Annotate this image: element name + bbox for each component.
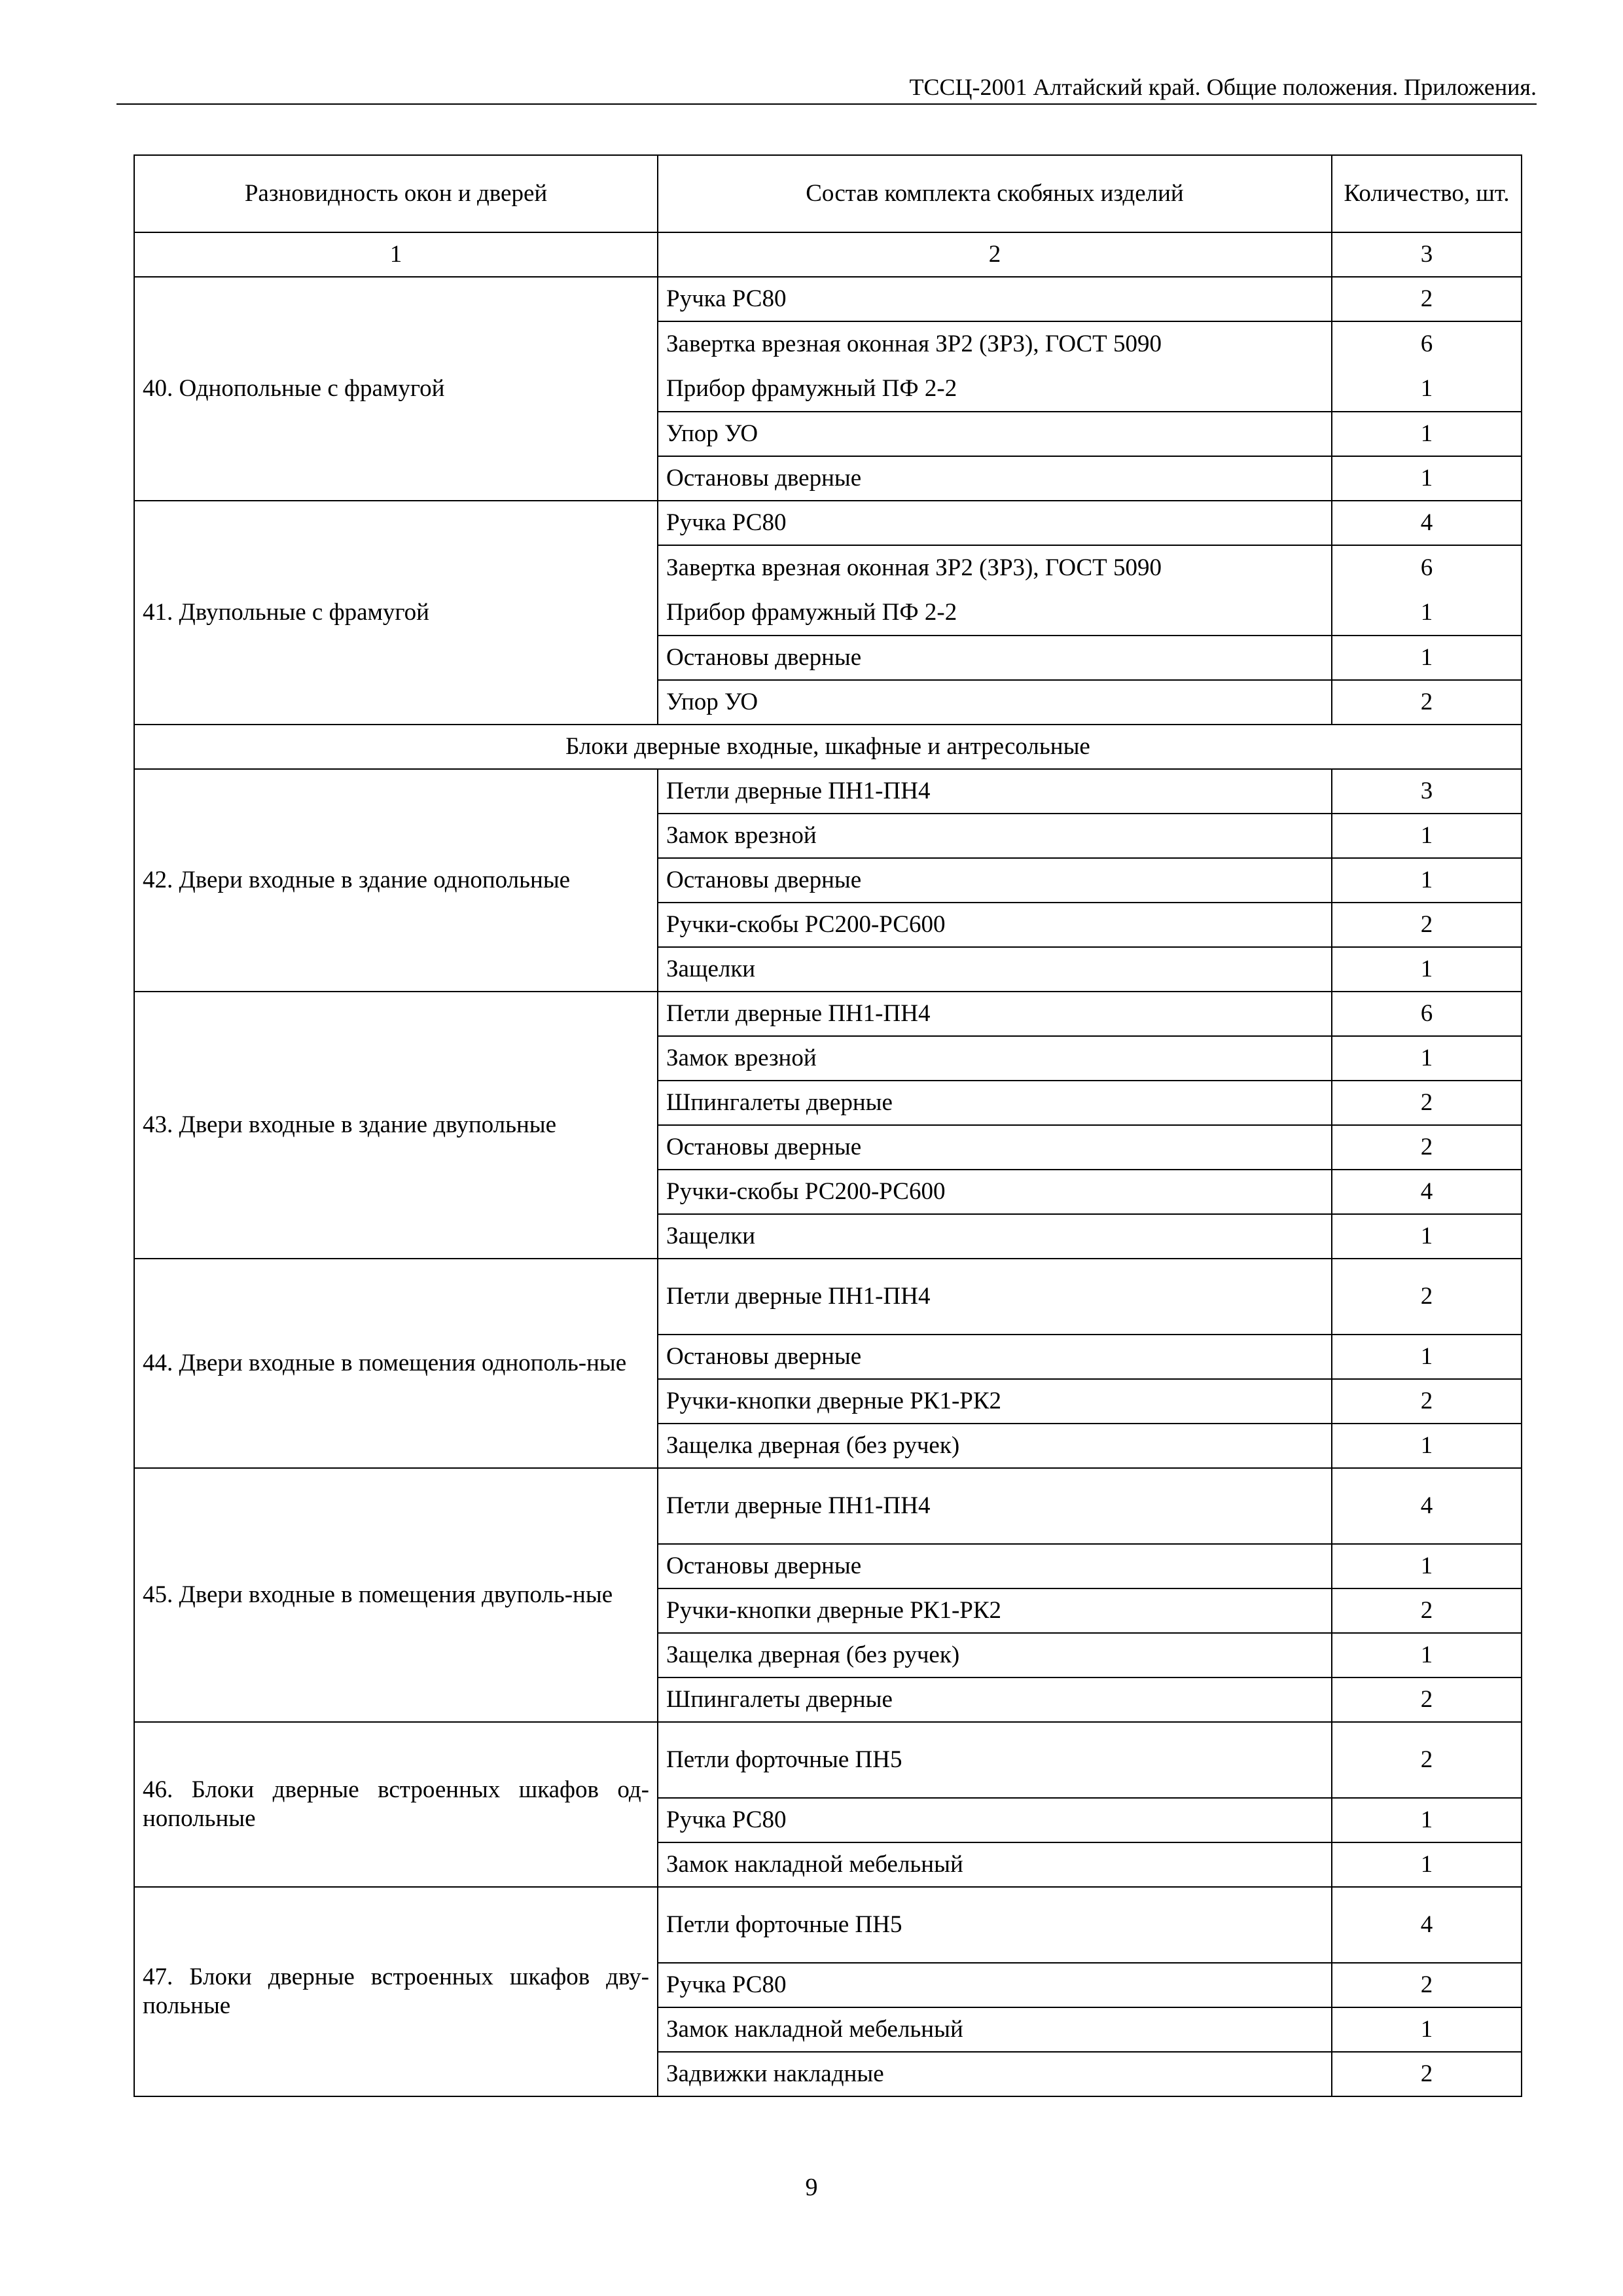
item-qty: 3 [1332, 769, 1522, 814]
item-qty: 1 [1420, 375, 1433, 402]
item-name: Упор УО [658, 680, 1332, 725]
item-qty: 4 [1332, 501, 1522, 545]
item-qty: 2 [1332, 1677, 1522, 1722]
item-qty: 1 [1332, 858, 1522, 903]
group-type-cell: 46. Блоки дверные встроенных шкафов од-нопольные [134, 1722, 658, 1887]
group-type-cell: 42. Двери входные в здание однопольные [134, 769, 658, 992]
table-row [134, 1887, 1522, 1963]
item-qty: 1 [1332, 1842, 1522, 1887]
item-name: Задвижки накладные [658, 2052, 1332, 2096]
item-qty: 1 [1420, 599, 1433, 626]
col-header-composition: Состав комплекта скобяных изделий [658, 155, 1332, 232]
hardware-table [134, 154, 1522, 2097]
item-qty: 1 [1332, 814, 1522, 858]
column-number-row [134, 232, 1522, 277]
table-row [134, 1259, 1522, 1335]
item-qty: 4 [1332, 1170, 1522, 1214]
item-name: Петли форточные ПН5 [658, 1722, 1332, 1798]
col-number: 3 [1332, 232, 1522, 277]
group-type-cell: 40. Однопольные с фрамугой [134, 277, 658, 501]
item-qty: 1 [1332, 456, 1522, 501]
item-name: Шпингалеты дверные [658, 1081, 1332, 1125]
item-qty: 1 [1332, 1633, 1522, 1677]
item-name: Остановы дверные [658, 456, 1332, 501]
item-name: Ручки-скобы РС200-РС600 [658, 903, 1332, 947]
col-number: 2 [658, 232, 1332, 277]
item-name: Завертка врезная оконная ЗР2 (ЗР3), ГОСТ 5090 [666, 331, 1162, 357]
item-qty: 1 [1332, 636, 1522, 680]
table-header-row [134, 155, 1522, 232]
item-qty: 2 [1332, 903, 1522, 947]
item-name: Защелки [658, 947, 1332, 992]
item-qty: 2 [1332, 680, 1522, 725]
section-title: Блоки дверные входные, шкафные и антресольные [134, 725, 1522, 769]
table-row [134, 501, 1522, 545]
header-rule [116, 103, 1537, 105]
merged-item-cell [658, 545, 1332, 636]
item-name: Петли дверные ПН1-ПН4 [658, 1468, 1332, 1544]
group-type-cell: 47. Блоки дверные встроенных шкафов дву-польные [134, 1887, 658, 2096]
table-row [134, 1468, 1522, 1544]
table-row [134, 1722, 1522, 1798]
item-qty: 1 [1332, 1424, 1522, 1468]
item-name: Защелка дверная (без ручек) [658, 1424, 1332, 1468]
merged-item-cell [658, 321, 1332, 412]
item-name: Остановы дверные [658, 1125, 1332, 1170]
item-name: Ручки-кнопки дверные РК1-РК2 [658, 1588, 1332, 1633]
item-qty: 2 [1332, 1963, 1522, 2007]
merged-qty-cell [1332, 545, 1522, 636]
item-name: Ручка РС80 [658, 1963, 1332, 2007]
item-qty: 6 [1332, 992, 1522, 1036]
item-qty: 2 [1332, 1259, 1522, 1335]
item-qty: 2 [1332, 277, 1522, 321]
item-name: Замок врезной [658, 1036, 1332, 1081]
item-qty: 2 [1332, 2052, 1522, 2096]
item-name: Петли дверные ПН1-ПН4 [658, 1259, 1332, 1335]
item-name: Петли дверные ПН1-ПН4 [658, 992, 1332, 1036]
item-name: Прибор фрамужный ПФ 2-2 [666, 599, 957, 626]
item-qty: 1 [1332, 1036, 1522, 1081]
item-qty: 2 [1332, 1125, 1522, 1170]
item-name: Остановы дверные [658, 1544, 1332, 1588]
running-header: ТССЦ-2001 Алтайский край. Общие положения. Приложения. [909, 74, 1537, 100]
item-name: Остановы дверные [658, 1335, 1332, 1379]
item-name: Ручка РС80 [658, 501, 1332, 545]
item-name: Ручка РС80 [658, 1798, 1332, 1842]
item-name: Защелка дверная (без ручек) [658, 1633, 1332, 1677]
item-name: Прибор фрамужный ПФ 2-2 [666, 375, 957, 402]
group-type-cell: 43. Двери входные в здание двупольные [134, 992, 658, 1259]
item-name: Замок накладной мебельный [658, 2007, 1332, 2052]
page-number: 9 [805, 2174, 818, 2201]
item-qty: 6 [1420, 331, 1433, 357]
table-row [134, 277, 1522, 321]
table-row [134, 769, 1522, 814]
item-name: Шпингалеты дверные [658, 1677, 1332, 1722]
item-name: Ручки-скобы РС200-РС600 [658, 1170, 1332, 1214]
item-name: Остановы дверные [658, 858, 1332, 903]
item-name: Петли форточные ПН5 [658, 1887, 1332, 1963]
group-type-cell: 41. Двупольные с фрамугой [134, 501, 658, 725]
item-qty: 1 [1332, 1798, 1522, 1842]
merged-qty-cell [1332, 321, 1522, 412]
section-row [134, 725, 1522, 769]
item-name: Защелки [658, 1214, 1332, 1259]
item-name: Упор УО [658, 412, 1332, 456]
item-qty: 1 [1332, 1335, 1522, 1379]
item-qty: 1 [1332, 1544, 1522, 1588]
item-qty: 1 [1332, 412, 1522, 456]
item-qty: 2 [1332, 1379, 1522, 1424]
col-header-quantity: Количество, шт. [1332, 155, 1522, 232]
item-name: Ручка РС80 [658, 277, 1332, 321]
table-row [134, 992, 1522, 1036]
item-qty: 6 [1420, 554, 1433, 581]
item-name: Ручки-кнопки дверные РК1-РК2 [658, 1379, 1332, 1424]
col-number: 1 [134, 232, 658, 277]
item-qty: 2 [1332, 1722, 1522, 1798]
item-name: Завертка врезная оконная ЗР2 (ЗР3), ГОСТ 5090 [666, 554, 1162, 581]
col-header-type: Разновидность окон и дверей [134, 155, 658, 232]
item-qty: 1 [1332, 2007, 1522, 2052]
item-qty: 1 [1332, 947, 1522, 992]
item-qty: 4 [1332, 1468, 1522, 1544]
item-name: Остановы дверные [658, 636, 1332, 680]
item-name: Замок накладной мебельный [658, 1842, 1332, 1887]
item-qty: 4 [1332, 1887, 1522, 1963]
item-qty: 2 [1332, 1081, 1522, 1125]
item-qty: 1 [1332, 1214, 1522, 1259]
item-name: Замок врезной [658, 814, 1332, 858]
group-type-cell: 44. Двери входные в помещения однополь-ные [134, 1259, 658, 1468]
item-qty: 2 [1332, 1588, 1522, 1633]
item-name: Петли дверные ПН1-ПН4 [658, 769, 1332, 814]
group-type-cell: 45. Двери входные в помещения двуполь-ные [134, 1468, 658, 1722]
